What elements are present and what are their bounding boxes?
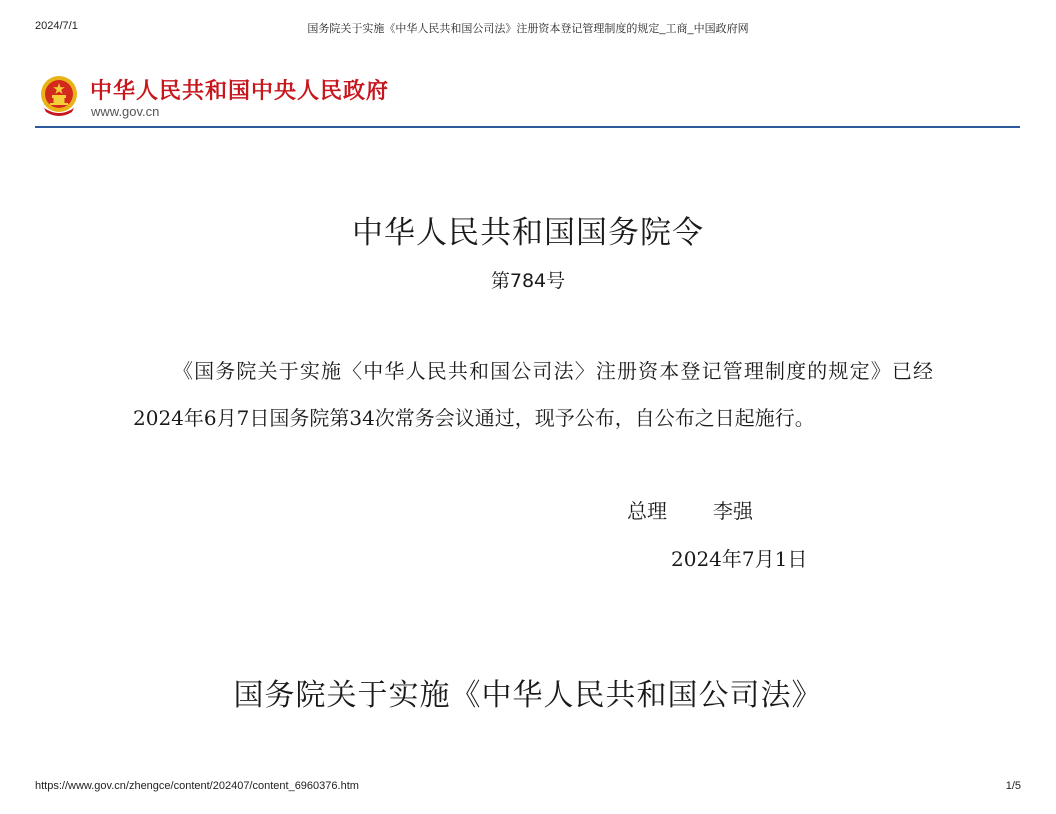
signer-role: 总理 <box>627 499 667 523</box>
order-body: 《国务院关于实施〈中华人民共和国公司法〉注册资本登记管理制度的规定》已经2024年6月7日国务院第34次常务会议通过，现予公布，自公布之日起施行。 <box>133 359 933 430</box>
document-title: 国务院关于实施《中华人民共和国公司法》 <box>233 678 823 713</box>
site-header[interactable] <box>38 70 638 122</box>
print-footer <box>35 780 1021 794</box>
order-title: 中华人民共和国国务院令 <box>352 215 704 251</box>
signature-line <box>627 495 753 524</box>
print-date: 2024/7/1 <box>35 20 78 32</box>
order-number: 第784号 <box>490 270 566 292</box>
print-header <box>35 20 1021 34</box>
page-number: 1/5 <box>1005 780 1021 792</box>
signature-date: 2024年7月1日 <box>671 547 808 571</box>
national-emblem-icon <box>38 74 80 118</box>
header-divider <box>35 126 1020 128</box>
site-name[interactable]: 中华人民共和国中央人民政府 <box>90 79 390 104</box>
print-url: https://www.gov.cn/zhengce/content/202407/content_6960376.htm <box>35 780 359 792</box>
print-page-title: 国务院关于实施《中华人民共和国公司法》注册资本登记管理制度的规定_工商_中国政府网 <box>307 23 749 35</box>
site-domain[interactable]: www.gov.cn <box>91 104 160 119</box>
signer-name: 李强 <box>713 499 753 523</box>
